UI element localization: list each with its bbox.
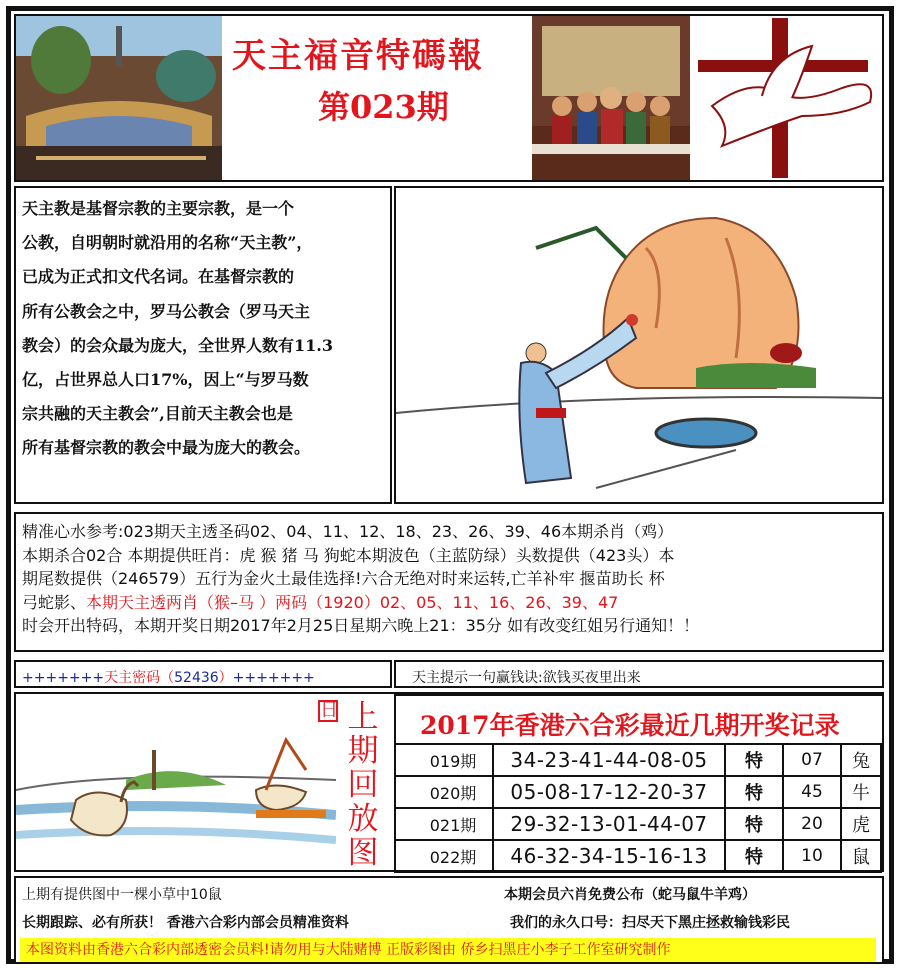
special-label-cell: 特: [725, 776, 783, 808]
special-number-cell: 20: [783, 808, 841, 840]
plus-decor: +++++++: [22, 670, 105, 686]
tips-text: [22, 520, 872, 638]
tips-line: 期尾数提供（246579）五行为金火土最佳选择!六合无绝对时来运转,亡羊补牢 揠苗助长 杯: [22, 569, 665, 589]
intro-line: 宗共融的天主教会”,目前天主教会也是: [22, 404, 293, 424]
special-label-cell: 特: [725, 840, 783, 872]
period-cell: 022期: [395, 840, 493, 872]
period-cell: 021期: [395, 808, 493, 840]
last-period-replay-label: [344, 700, 382, 870]
footer-left-2: 长期跟踪、必有所获！ 香港六合彩内部会员精准资料: [22, 915, 349, 931]
period-cell: 020期: [395, 776, 493, 808]
numbers-cell: 34-23-41-44-08-05: [493, 744, 725, 776]
table-row: [395, 744, 881, 776]
cross-dove-image: [692, 16, 882, 180]
tips-line: [22, 591, 872, 615]
replay-char: 图: [347, 835, 379, 871]
intro-line: 教会）的会众最为庞大，全世界人数有11.3: [22, 335, 333, 355]
secret-code-label: 天主密码（: [104, 670, 175, 686]
period-cell: 019期: [395, 744, 493, 776]
secret-code-close: ）: [218, 670, 233, 686]
small-mark: 日: [320, 700, 338, 721]
numbers-cell: 29-32-13-01-44-07: [493, 808, 725, 840]
secret-code: [22, 667, 315, 687]
special-label-cell: 特: [725, 808, 783, 840]
special-number-cell: 10: [783, 840, 841, 872]
zodiac-cell: 牛: [841, 776, 881, 808]
table-row: [395, 776, 881, 808]
tips-highlight: 本期天主透两肖（猴–马 ）两码（1920）02、05、11、16、26、39、47: [86, 592, 619, 612]
footer-right-2: 我们的永久口号：扫尽天下黑庄拯救输钱彩民: [510, 915, 790, 931]
archer-rock-illustration: [396, 188, 882, 502]
paper-title: 天主福音特碼報: [232, 36, 484, 76]
zodiac-cell: 鼠: [841, 840, 881, 872]
footer-banner: 本图资料由香港六合彩内部透密会员料!请勿用与大陆赌博 正版彩图由 侨乡扫黑庄小李子工作室研究制作: [20, 938, 876, 962]
intro-text: [22, 192, 372, 466]
footer-right-1: 本期会员六肖免费公布（蛇马鼠牛羊鸡）: [504, 887, 756, 903]
intro-line: 天主教是基督宗教的主要宗教，是一个: [22, 199, 295, 218]
last-supper-image: [532, 16, 690, 180]
records-title: 2017年香港六合彩最近几期开奖记录: [420, 711, 840, 740]
intro-line: 已成为正式扣文代名词。在基督宗教的: [22, 267, 295, 287]
table-row: [395, 808, 881, 840]
numbers-cell: 46-32-34-15-16-13: [493, 840, 725, 872]
table-row: [395, 840, 881, 872]
plus-decor: +++++++: [232, 670, 315, 686]
special-label-cell: 特: [725, 744, 783, 776]
cathedral-image: [16, 16, 222, 180]
winning-hint: 天主提示一句赢钱诀:欲钱买夜里出来: [412, 670, 641, 686]
intro-line: 所有公教会之中，罗马公教会（罗马天主: [22, 301, 311, 321]
secret-code-value: 52436: [174, 670, 219, 686]
replay-char: 回: [347, 767, 379, 803]
intro-line: 公教，自明朝时就沿用的名称“天主教”，: [22, 233, 313, 253]
numbers-cell: 05-08-17-12-20-37: [493, 776, 725, 808]
draw-records-table: [394, 743, 882, 873]
replay-char: 放: [347, 801, 379, 837]
tips-line: 本期杀合02合 本期提供旺肖：虎 猴 猪 马 狗蛇本期波色（主蓝防绿）头数提供（423头）本: [22, 545, 675, 565]
intro-line: 所有基督宗教的教会中最为庞大的教会。: [22, 438, 311, 458]
footer-left-1: 上期有提供图中一棵小草中10鼠: [22, 887, 222, 903]
zodiac-cell: 兔: [841, 744, 881, 776]
replay-char: 期: [347, 733, 379, 769]
issue-number: 第023期: [318, 88, 449, 126]
special-number-cell: 45: [783, 776, 841, 808]
special-number-cell: 07: [783, 744, 841, 776]
replay-char: 上: [347, 699, 379, 735]
tips-line: 精准心水参考:023期天主透圣码02、04、11、12、18、23、26、39、46本期杀肖（鸡）: [22, 522, 674, 541]
tips-line-start: 弓蛇影、: [22, 592, 87, 612]
tips-line: 时会开出特码，本期开奖日期2017年2月25日星期六晚上21：35分 如有改变红姐另行通知！！: [22, 616, 700, 636]
intro-line: 亿，占世界总人口17%，因上“与罗马数: [22, 370, 309, 390]
swan-lake-illustration: [16, 730, 336, 870]
zodiac-cell: 虎: [841, 808, 881, 840]
